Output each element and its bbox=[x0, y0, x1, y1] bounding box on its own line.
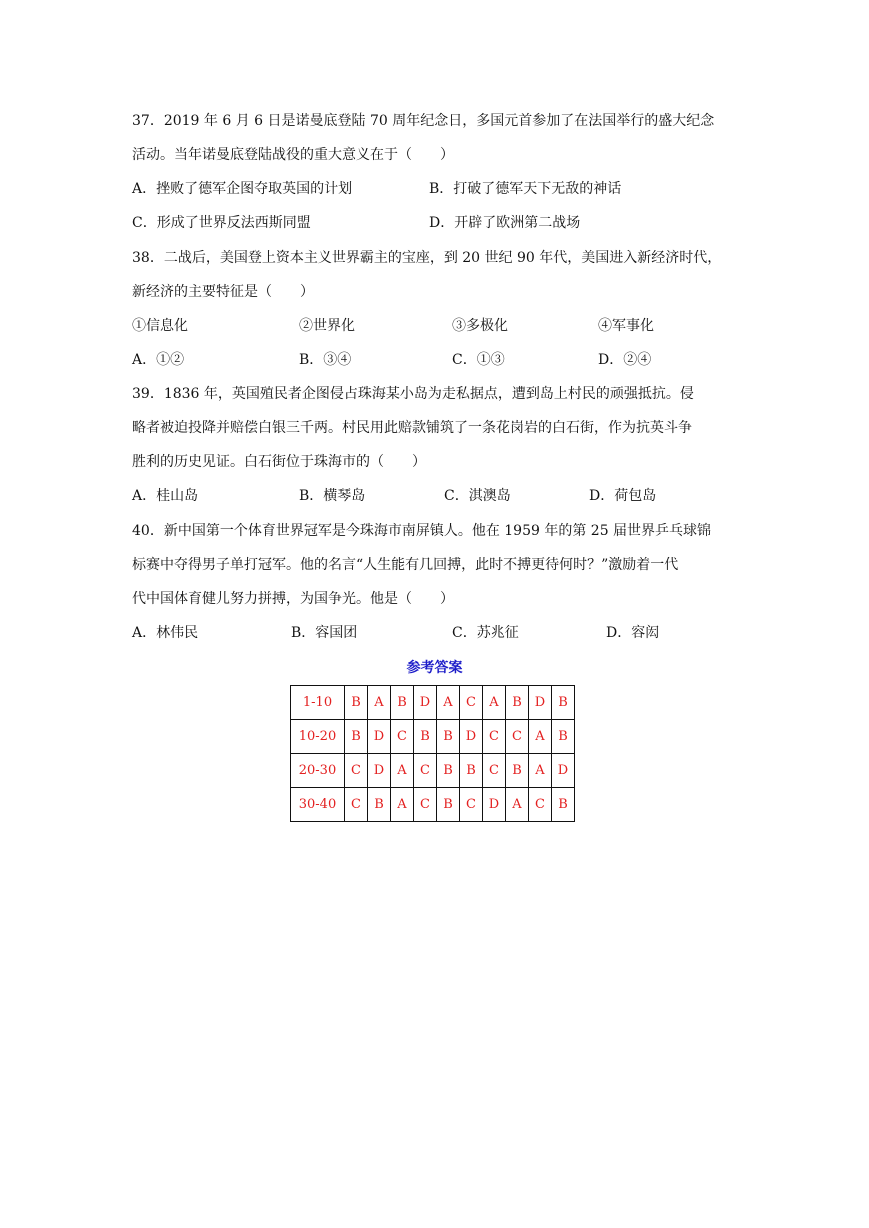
answer-cell: B bbox=[414, 720, 437, 754]
question-39-options-row bbox=[132, 486, 752, 506]
answer-cell: A bbox=[506, 788, 529, 822]
question-39-option-a: A．桂山岛 bbox=[132, 488, 199, 504]
answer-cell: C bbox=[483, 720, 506, 754]
answer-range: 30-40 bbox=[291, 788, 345, 822]
question-40-line-2: 标赛中夺得男子单打冠军。他的名言“人生能有几回搏，此时不搏更待何时？”激励着一代 bbox=[132, 557, 679, 573]
question-37-option-b: B．打破了德军天下无敌的神话 bbox=[429, 181, 622, 197]
question-38-options-row bbox=[132, 350, 752, 370]
answer-cell: C bbox=[483, 754, 506, 788]
question-37-options-row-1 bbox=[132, 179, 752, 199]
answer-row-30-40 bbox=[291, 788, 575, 822]
question-37-line-2: 活动。当年诺曼底登陆战役的重大意义在于（ ） bbox=[132, 147, 454, 163]
answer-cell: B bbox=[368, 788, 391, 822]
question-37-options-row-2 bbox=[132, 213, 752, 233]
answer-cell: A bbox=[483, 686, 506, 720]
answer-cell: B bbox=[552, 686, 575, 720]
question-38-item-2: ②世界化 bbox=[299, 318, 355, 334]
answer-cell: B bbox=[437, 788, 460, 822]
question-39-line-3: 胜利的历史见证。白石街位于珠海市的（ ） bbox=[132, 454, 426, 470]
question-40-option-c: C．苏兆征 bbox=[452, 625, 519, 641]
answer-cell: B bbox=[437, 720, 460, 754]
answer-cell: B bbox=[437, 754, 460, 788]
answer-row-1-10 bbox=[291, 686, 575, 720]
answer-cell: B bbox=[552, 720, 575, 754]
question-37-option-c: C．形成了世界反法西斯同盟 bbox=[132, 215, 311, 231]
answer-cell: A bbox=[437, 686, 460, 720]
question-38-option-d: D．②④ bbox=[598, 352, 652, 368]
answer-cell: A bbox=[391, 788, 414, 822]
answer-cell: A bbox=[529, 720, 552, 754]
answer-cell: C bbox=[345, 788, 368, 822]
question-40-options-row bbox=[132, 623, 752, 643]
answer-cell: C bbox=[506, 720, 529, 754]
question-40-option-d: D．容闳 bbox=[606, 625, 660, 641]
answer-cell: B bbox=[506, 754, 529, 788]
answer-row-20-30 bbox=[291, 754, 575, 788]
question-37-option-a: A．挫败了德军企图夺取英国的计划 bbox=[132, 181, 353, 197]
question-38-line-2: 新经济的主要特征是（ ） bbox=[132, 284, 314, 300]
question-40-option-b: B．容国团 bbox=[291, 625, 358, 641]
question-39-line-1: 39．1836 年，英国殖民者企图侵占珠海某小岛为走私据点，遭到岛上村民的顽强抵抗。侵 bbox=[132, 386, 694, 402]
answer-row-10-20 bbox=[291, 720, 575, 754]
question-39-line-2: 略者被迫投降并赔偿白银三千两。村民用此赔款铺筑了一条花岗岩的白石街，作为抗英斗争 bbox=[132, 420, 692, 436]
answer-key-table bbox=[290, 685, 575, 822]
question-38-option-a: A．①② bbox=[132, 352, 185, 368]
answer-cell: D bbox=[483, 788, 506, 822]
answer-cell: B bbox=[345, 720, 368, 754]
question-37-line-1: 37．2019 年 6 月 6 日是诺曼底登陆 70 周年纪念日，多国元首参加了在法国举行的盛大纪念 bbox=[132, 113, 715, 129]
answer-cell: A bbox=[529, 754, 552, 788]
question-37-option-d: D．开辟了欧洲第二战场 bbox=[429, 215, 581, 231]
answer-cell: B bbox=[460, 754, 483, 788]
answer-cell: D bbox=[529, 686, 552, 720]
question-38-item-3: ③多极化 bbox=[452, 318, 508, 334]
answer-cell: A bbox=[368, 686, 391, 720]
answer-cell: B bbox=[506, 686, 529, 720]
question-38-option-b: B．③④ bbox=[299, 352, 352, 368]
answer-cell: D bbox=[552, 754, 575, 788]
question-38-option-c: C．①③ bbox=[452, 352, 505, 368]
question-39-option-c: C．淇澳岛 bbox=[444, 488, 511, 504]
answer-cell: C bbox=[460, 788, 483, 822]
answer-cell: D bbox=[368, 754, 391, 788]
answer-cell: B bbox=[552, 788, 575, 822]
answer-cell: C bbox=[391, 720, 414, 754]
answer-range: 10-20 bbox=[291, 720, 345, 754]
answer-key-title: 参考答案 bbox=[406, 660, 463, 676]
question-39-option-d: D．荷包岛 bbox=[589, 488, 657, 504]
answer-cell: C bbox=[414, 788, 437, 822]
answer-cell: D bbox=[368, 720, 391, 754]
answer-cell: B bbox=[345, 686, 368, 720]
question-38-item-1: ①信息化 bbox=[132, 318, 188, 334]
answer-cell: C bbox=[529, 788, 552, 822]
answer-cell: D bbox=[414, 686, 437, 720]
answer-cell: C bbox=[345, 754, 368, 788]
question-40-line-1: 40．新中国第一个体育世界冠军是今珠海市南屏镇人。他在 1959 年的第 25 届世界乒乓球锦 bbox=[132, 523, 712, 539]
question-38-line-1: 38．二战后，美国登上资本主义世界霸主的宝座，到 20 世纪 90 年代，美国进入新经济时代， bbox=[132, 250, 722, 266]
answer-cell: C bbox=[414, 754, 437, 788]
question-38-item-4: ④军事化 bbox=[598, 318, 654, 334]
question-38-items-row bbox=[132, 316, 752, 336]
answer-range: 20-30 bbox=[291, 754, 345, 788]
answer-cell: A bbox=[391, 754, 414, 788]
question-40-line-3: 代中国体育健儿努力拼搏，为国争光。他是（ ） bbox=[132, 591, 454, 607]
question-39-option-b: B．横琴岛 bbox=[299, 488, 366, 504]
answer-cell: C bbox=[460, 686, 483, 720]
answer-cell: D bbox=[460, 720, 483, 754]
answer-cell: B bbox=[391, 686, 414, 720]
question-40-option-a: A．林伟民 bbox=[132, 625, 199, 641]
answer-range: 1-10 bbox=[291, 686, 345, 720]
